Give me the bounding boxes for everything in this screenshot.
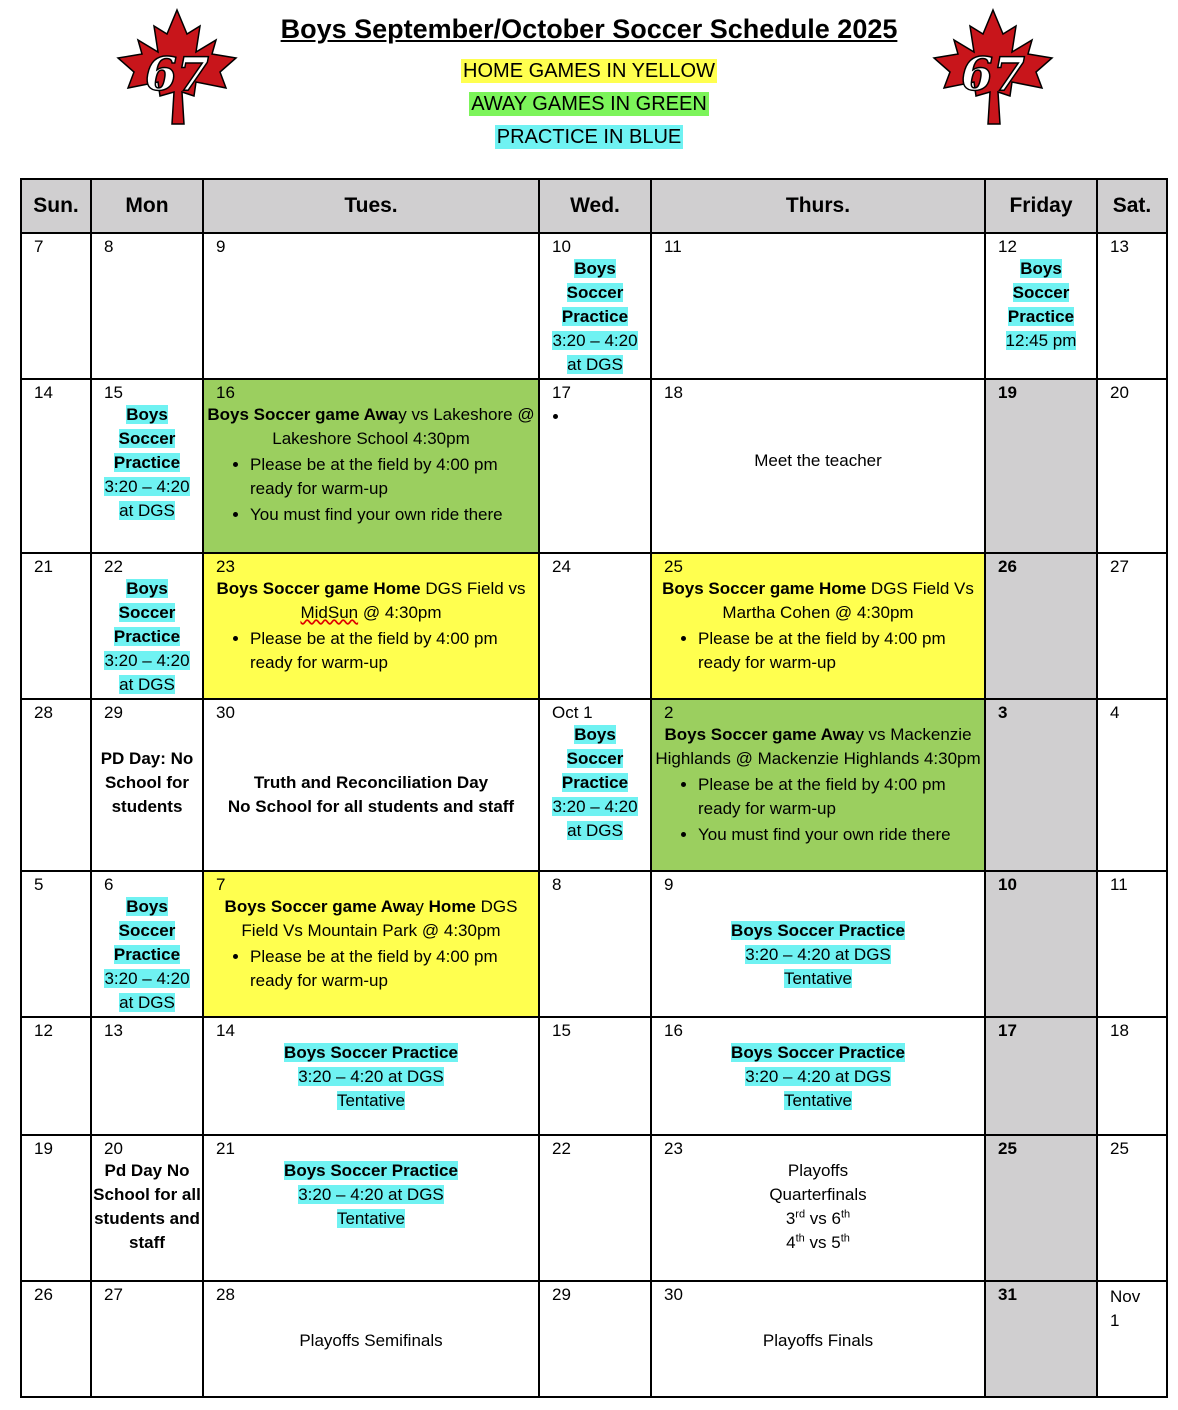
day-cell: 16 Boys Soccer Practice 3:20 – 4:20 at DGS Tentative [651,1017,985,1135]
week-row [21,1017,1167,1135]
day-cell: 20 [1097,379,1167,553]
event-text: PD Day: No School for students [100,749,194,816]
practice-event: Boys Soccer Practice 3:20 – 4:20 at DGS [104,579,190,694]
practice-event: Boys Soccer Practice 3:20 – 4:20 at DGS Tentative [284,1043,458,1110]
day-cell: 15 [539,1017,651,1135]
day-cell: 14 [21,379,91,553]
practice-event: Boys Soccer Practice 3:20 – 4:20 at DGS [552,259,638,374]
day-cell: 29 [539,1281,651,1397]
calendar-table [20,178,1168,1398]
day-cell: 5 [21,871,91,1017]
day-cell: 29 PD Day: No School for students [91,699,203,871]
week-row [21,1281,1167,1397]
day-cell: 28 Playoffs Semifinals [203,1281,539,1397]
game-notes: • Please be at the field by 4:00 pm ready for warm-up • You must find your own ride there [204,453,538,527]
svg-text:67: 67 [960,47,1026,101]
away-game-cell: 2 Boys Soccer game Away vs Mackenzie Highlands @ Mackenzie Highlands 4:30pm • Please be at the field by 4:00 pm ready for warm-up • You must find your own ride there [651,699,985,871]
day-cell: 9 [203,233,539,379]
schedule-header [0,0,1178,178]
week-row [21,1135,1167,1281]
day-cell: 8 [539,871,651,1017]
day-cell: 14 Boys Soccer Practice 3:20 – 4:20 at DGS Tentative [203,1017,539,1135]
day-cell: 18 [1097,1017,1167,1135]
practice-event: Boys Soccer Practice 3:20 – 4:20 at DGS Tentative [731,1043,905,1110]
game-title: Boys Soccer game Away Home DGS Field Vs Mountain Park @ 4:30pm [224,897,518,940]
day-cell: 17 • [539,379,651,553]
day-cell: 24 [539,553,651,699]
legend-away: AWAY GAMES IN GREEN [471,93,707,115]
day-cell: 6 Boys Soccer Practice 3:20 – 4:20 at DGS [91,871,203,1017]
day-cell: 21 [21,553,91,699]
practice-event: Boys Soccer Practice 3:20 – 4:20 at DGS [104,405,190,520]
game-notes: • Please be at the field by 4:00 pm ready for warm-up • You must find your own ride there [652,773,984,847]
day-cell: 12 Boys Soccer Practice 12:45 pm [985,233,1097,379]
day-header: Sat. [1097,179,1167,233]
day-header: Wed. [539,179,651,233]
day-cell: 19 [21,1135,91,1281]
game-notes: • Please be at the field by 4:00 pm ready for warm-up [652,627,984,675]
week-row [21,553,1167,699]
day-cell: 19 [985,379,1097,553]
game-notes: • Please be at the field by 4:00 pm ready for warm-up [204,945,538,993]
day-cell: 20 Pd Day No School for all students and staff [91,1135,203,1281]
day-cell: Nov 1 [1097,1281,1167,1397]
day-cell: 25 [1097,1135,1167,1281]
holiday-note: No School for all students and staff [227,797,515,816]
day-header: Mon [91,179,203,233]
day-cell: 25 [985,1135,1097,1281]
legend-practice: PRACTICE IN BLUE [496,126,682,148]
day-cell: 21 Boys Soccer Practice 3:20 – 4:20 at DGS Tentative [203,1135,539,1281]
day-cell: 17 [985,1017,1097,1135]
day-cell: 26 [21,1281,91,1397]
day-cell: 31 [985,1281,1097,1397]
practice-event: Boys Soccer Practice 3:20 – 4:20 at DGS Tentative [731,921,905,988]
page-title: Boys September/October Soccer Schedule 2025 [280,14,898,44]
day-cell: 3 [985,699,1097,871]
day-cell: 10 [985,871,1097,1017]
day-cell: 12 [21,1017,91,1135]
day-cell: Oct 1 Boys Soccer Practice 3:20 – 4:20 at DGS [539,699,651,871]
day-cell: 13 [91,1017,203,1135]
day-cell: 30 Playoffs Finals [651,1281,985,1397]
game-title: Boys Soccer game Home DGS Field vs MidSun @ 4:30pm [216,579,526,622]
day-header: Sun. [21,179,91,233]
day-header: Tues. [203,179,539,233]
day-cell: 11 [651,233,985,379]
practice-event: Boys Soccer Practice 3:20 – 4:20 at DGS [552,725,638,840]
day-cell: 10 Boys Soccer Practice 3:20 – 4:20 at DGS [539,233,651,379]
day-cell: 27 [91,1281,203,1397]
practice-event: Boys Soccer Practice 3:20 – 4:20 at DGS Tentative [284,1161,458,1228]
day-header: Thurs. [651,179,985,233]
week-row [21,871,1167,1017]
day-header: Friday [985,179,1097,233]
event-text: Meet the teacher [754,451,882,470]
svg-text:67: 67 [144,47,210,101]
day-cell: 27 [1097,553,1167,699]
empty-bullet [540,405,650,429]
game-title: Boys Soccer game Home DGS Field Vs Martha Cohen @ 4:30pm [662,579,974,622]
practice-event: Boys Soccer Practice 3:20 – 4:20 at DGS [104,897,190,1012]
week-row [21,379,1167,553]
day-cell: 23 Playoffs Quarterfinals 3rd vs 6th 4th vs 5th [651,1135,985,1281]
day-cell: 15 Boys Soccer Practice 3:20 – 4:20 at DGS [91,379,203,553]
legend-home: HOME GAMES IN YELLOW [463,60,715,82]
day-cell: 4 [1097,699,1167,871]
game-notes: • Please be at the field by 4:00 pm ready for warm-up [204,627,538,675]
week-row [21,699,1167,871]
day-cell: 22 Boys Soccer Practice 3:20 – 4:20 at DGS [91,553,203,699]
home-game-cell: 25 Boys Soccer game Home DGS Field Vs Martha Cohen @ 4:30pm • Please be at the field by 4:00 pm ready for warm-up [651,553,985,699]
game-title: Boys Soccer game Away vs Mackenzie Highlands @ Mackenzie Highlands 4:30pm [655,725,981,768]
holiday-title: Truth and Reconciliation Day [253,773,489,792]
day-cell: 9 Boys Soccer Practice 3:20 – 4:20 at DGS Tentative [651,871,985,1017]
event-text: Pd Day No School for all students and staff [93,1161,201,1252]
calendar-header-row [21,179,1167,233]
day-cell: 7 [21,233,91,379]
day-cell: 30 Truth and Reconciliation Day No School for all students and staff [203,699,539,871]
day-cell: 22 [539,1135,651,1281]
event-text: Playoffs Semifinals [299,1331,443,1350]
day-cell: 8 [91,233,203,379]
home-game-cell: 7 Boys Soccer game Away Home DGS Field Vs Mountain Park @ 4:30pm • Please be at the field by 4:00 pm ready for warm-up [203,871,539,1017]
game-title: Boys Soccer game Away vs Lakeshore @ Lakeshore School 4:30pm [207,405,535,448]
day-cell: 18 Meet the teacher [651,379,985,553]
day-cell: 11 [1097,871,1167,1017]
home-game-cell: 23 Boys Soccer game Home DGS Field vs MidSun @ 4:30pm • Please be at the field by 4:00 pm ready for warm-up [203,553,539,699]
away-game-cell: 16 Boys Soccer game Away vs Lakeshore @ Lakeshore School 4:30pm • Please be at the field by 4:00 pm ready for warm-up • You must find your own ride there [203,379,539,553]
event-text: Playoffs Finals [762,1331,874,1350]
day-cell: 13 [1097,233,1167,379]
week-row [21,233,1167,379]
practice-event: Boys Soccer Practice 12:45 pm [1005,259,1077,350]
day-cell: 26 [985,553,1097,699]
playoffs-event: Playoffs Quarterfinals 3rd vs 6th 4th vs 5th [769,1161,867,1252]
day-cell: 28 [21,699,91,871]
